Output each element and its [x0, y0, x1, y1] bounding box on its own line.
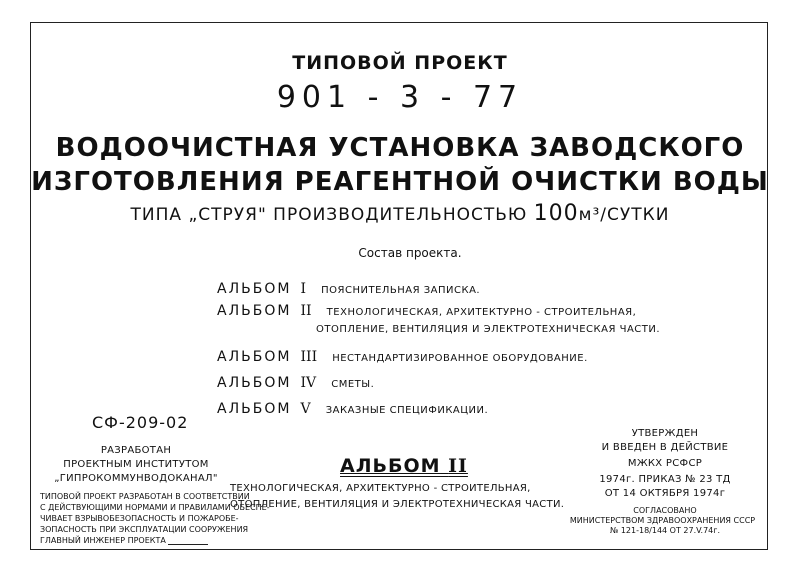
agreed-label: СОГЛАСОВАНО: [633, 506, 697, 515]
album-label: АЛЬБОМ: [217, 349, 292, 365]
developer-line-2: ПРОЕКТНЫМ ИНСТИТУТОМ: [63, 459, 209, 470]
notice-line-5: [40, 536, 208, 545]
notice-line-3: ЧИВАЕТ ВЗРЫВОБЕЗОПАСНОСТЬ И ПОЖАРОБЕ-: [40, 514, 239, 523]
album-title-number: II: [448, 455, 468, 477]
developer-institute: „ГИПРОКОММУНВОДОКАНАЛ": [54, 473, 218, 484]
approval-line-2: И ВВЕДЕН В ДЕЙСТВИЕ: [601, 442, 729, 453]
developer-line-1: РАЗРАБОТАН: [100, 445, 172, 456]
capacity-value: 100: [533, 201, 579, 226]
album-row-5: [217, 398, 488, 417]
chief-engineer-label: ГЛАВНЫЙ ИНЖЕНЕР ПРОЕКТА: [40, 536, 166, 545]
album-number: I: [300, 281, 307, 297]
notice-line-1: ТИПОВОЙ ПРОЕКТ РАЗРАБОТАН В СООТВЕТСТВИИ: [40, 492, 250, 501]
album-title: [340, 455, 468, 477]
album-row-1: [217, 278, 480, 297]
album-description: ТЕХНОЛОГИЧЕСКАЯ, АРХИТЕКТУРНО - СТРОИТЕЛЬНАЯ,: [326, 307, 637, 318]
album-description: ЗАКАЗНЫЕ СПЕЦИФИКАЦИИ.: [325, 405, 489, 416]
agreed-number: № 121-18/144 ОТ 27.V.74г.: [609, 526, 721, 535]
approval-line-1: УТВЕРЖДЕН: [631, 428, 699, 439]
title-type-prefix: ТИПА „СТРУЯ" ПРОИЗВОДИТЕЛЬНОСТЬЮ: [130, 205, 528, 225]
album-description: СМЕТЫ.: [331, 379, 375, 390]
album-number: V: [300, 401, 311, 417]
album-title-label: АЛЬБОМ: [340, 455, 441, 477]
agreed-ministry: МИНИСТЕРСТВОМ ЗДРАВООХРАНЕНИЯ СССР: [569, 516, 756, 525]
album-label: АЛЬБОМ: [217, 281, 292, 297]
document-code: СФ-209-02: [92, 413, 189, 432]
notice-line-4: ЗОПАСНОСТЬ ПРИ ЭКСПЛУАТАЦИИ СООРУЖЕНИЯ: [40, 525, 249, 534]
project-type-heading: ТИПОВОЙ ПРОЕКТ: [292, 52, 508, 74]
album-number: IV: [300, 375, 317, 391]
signature-mark: [168, 536, 208, 545]
album-number: III: [300, 349, 318, 365]
title-line-1: ВОДООЧИСТНАЯ УСТАНОВКА ЗАВОДСКОГО: [55, 133, 745, 163]
album-row-2: [217, 300, 636, 319]
approval-order: 1974г. ПРИКАЗ № 23 ТД: [599, 474, 731, 485]
title-line-2: ИЗГОТОВЛЕНИЯ РЕАГЕНТНОЙ ОЧИСТКИ ВОДЫ: [31, 167, 769, 197]
approval-date: ОТ 14 ОКТЯБРЯ 1974г: [604, 488, 726, 499]
album-description-continued: ОТОПЛЕНИЕ, ВЕНТИЛЯЦИЯ И ЭЛЕКТРОТЕХНИЧЕСКАЯ ЧАСТИ.: [316, 324, 661, 335]
capacity-unit: м³/СУТКИ: [578, 205, 670, 225]
composition-heading: Состав проекта.: [358, 246, 462, 260]
album-description: ПОЯСНИТЕЛЬНАЯ ЗАПИСКА.: [321, 285, 481, 296]
album-block-line-1: ТЕХНОЛОГИЧЕСКАЯ, АРХИТЕКТУРНО - СТРОИТЕЛЬНАЯ,: [230, 483, 531, 494]
album-row-4: [217, 372, 374, 391]
notice-line-2: С ДЕЙСТВУЮЩИМИ НОРМАМИ И ПРАВИЛАМИ ОБЕСПЕ-: [40, 503, 270, 512]
title-line-3: [80, 201, 720, 226]
album-label: АЛЬБОМ: [217, 303, 292, 319]
album-label: АЛЬБОМ: [217, 375, 292, 391]
album-block-line-2: ОТОПЛЕНИЕ, ВЕНТИЛЯЦИЯ И ЭЛЕКТРОТЕХНИЧЕСКАЯ ЧАСТИ.: [230, 499, 565, 510]
approval-ministry: МЖКХ РСФСР: [627, 458, 703, 469]
album-number: II: [300, 303, 312, 319]
album-label: АЛЬБОМ: [217, 401, 292, 417]
album-row-3: [217, 346, 588, 365]
project-number: 901 - 3 - 77: [276, 80, 524, 115]
album-description: НЕСТАНДАРТИЗИРОВАННОЕ ОБОРУДОВАНИЕ.: [332, 353, 588, 364]
